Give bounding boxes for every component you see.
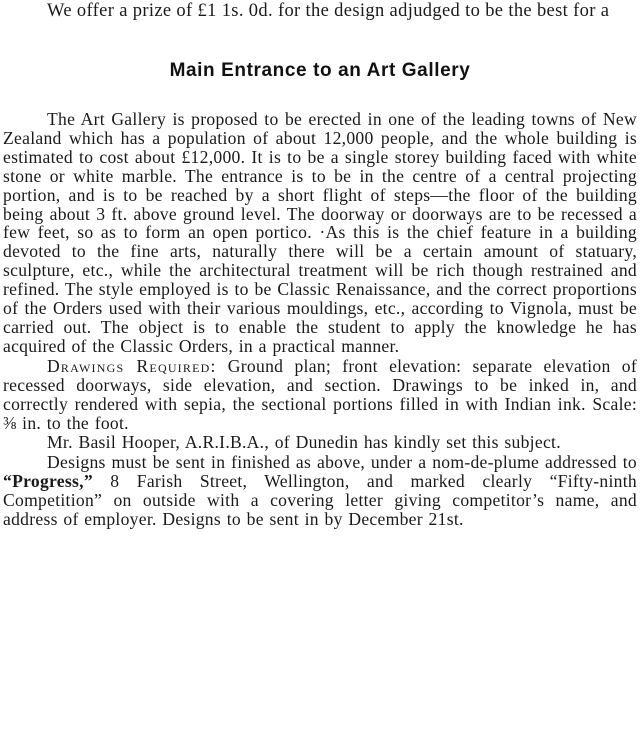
page-title: Main Entrance to an Art Gallery [169, 60, 471, 81]
description-paragraph: The Art Gallery is proposed to be erected in one of the leading towns of New Zealand which has a population of about 12,000 people, and the whole building is estimated to cost about £12,000. It is to be a single storey building faced with white stone or white marble. The entrance is to be in the centre of a central projecting portion, and is to be reached by a short flight of steps—the floor of the building being about 3 ft. above ground level. The doorway or doorways are to be recessed a few feet, so as to form an open portico. ·As this is the chief feature in a building devoted to the fine arts, naturally there will be a certain amount of statuary, sculpture, etc., while the architectural treatment will be rich though restrained and refined. The style employed is to be Classic Renaissance, and the correct proportions of the Orders used with their various mouldings, etc., according to Vignola, must be carried out. The object is to enable the student to apply the knowledge he has acquired of the Classic Orders, in a practical manner. [3, 109, 637, 356]
subject-setter-paragraph: Mr. Basil Hooper, A.R.I.B.A., of Dunedin has kindly set this subject. [47, 432, 561, 453]
progress-name: “Progress,” [3, 471, 93, 492]
drawings-required-paragraph [3, 357, 637, 433]
submission-text-before: Designs must be sent in finished as above, under a nom-de-plume addressed to [47, 452, 637, 473]
submission-text-after: 8 Farish Street, Wellington, and marked clearly “Fifty-ninth Competition” on outside with a covering letter giving competitor’s name, and address of employer. Designs to be sent in by December 21st. [3, 471, 637, 530]
drawings-required-text: Ground plan; front elevation: separate elevation of recessed doorways, side elevation, and section. Drawings to be inked in, and correctly rendered with sepia, the sectional portions filled in with Indian ink. Scale: ⅜ in. to the foot. [3, 355, 637, 433]
drawings-required-label: Drawings Required: [47, 355, 217, 376]
submission-paragraph [3, 453, 637, 529]
intro-paragraph: We offer a prize of £1 1s. 0d. for the design adjudged to be the best for a [47, 1, 610, 21]
